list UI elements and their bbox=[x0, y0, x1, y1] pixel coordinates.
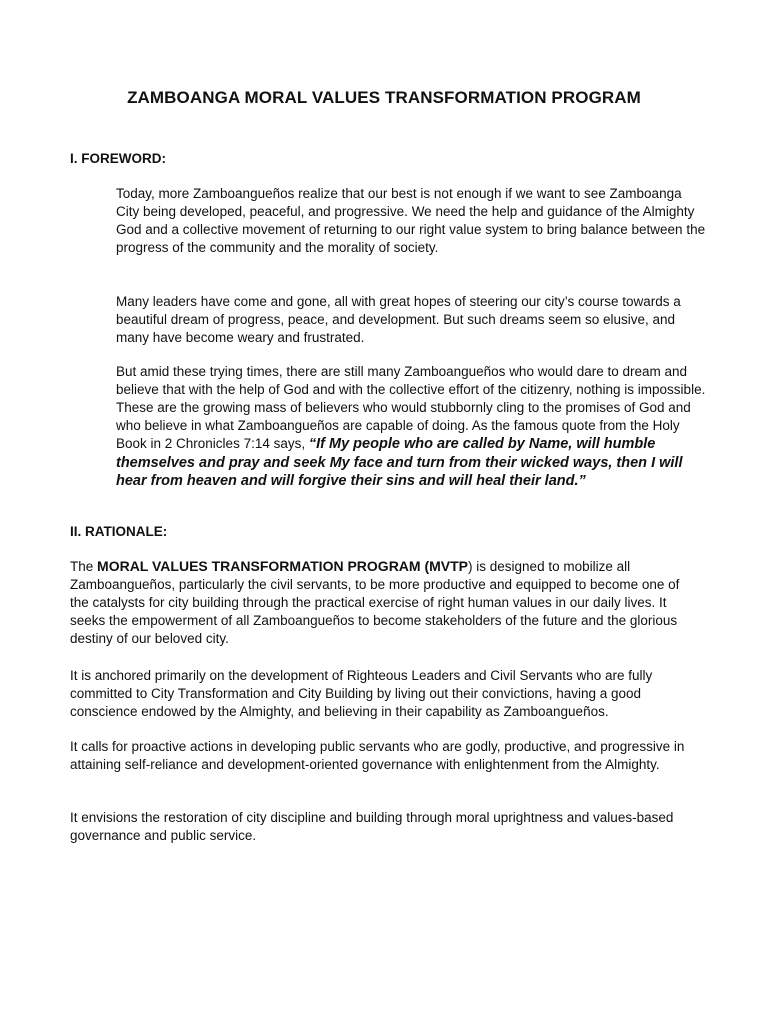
foreword-paragraph-3-text: But amid these trying times, there are still many Zamboangueños who would dare to dream and believe that with the help of God and with the collective effort of the citizenry, nothing is impossible. These are the growing mass of believers who would stubbornly cling to the promises of God and who believe in what Zamboangueños are capable of doing. As the famous quote from the Holy Book in 2 Chronicles 7:14 says, bbox=[116, 364, 706, 451]
document-title: ZAMBOANGA MORAL VALUES TRANSFORMATION PROGRAM bbox=[127, 88, 641, 107]
foreword-paragraph-2: Many leaders have come and gone, all with great hopes of steering our city’s course towards a beautiful dream of progress, peace, and development. But such dreams seem so elusive, and many have become weary and frustrated. bbox=[116, 294, 681, 345]
rationale-paragraph-1-text: ) is designed to mobilize all Zamboangueños, particularly the civil servants, to be more productive and equipped to become one of the catalysts for city building through the practical exercise of right human values in our daily lives. It seeks the empowerment of all Zamboangueños to become stakeholders of the future and the glorious destiny of our beloved city. bbox=[70, 559, 680, 646]
foreword-heading: I. FOREWORD: bbox=[70, 151, 166, 166]
rationale-paragraph-3: It calls for proactive actions in developing public servants who are godly, productive, and progressive in attaining self-reliance and development-oriented governance with enlightenment from the Almighty. bbox=[70, 739, 685, 772]
rationale-paragraph-1-lead: The bbox=[70, 559, 94, 574]
rationale-heading: II. RATIONALE: bbox=[70, 524, 168, 539]
rationale-paragraph-2: It is anchored primarily on the development of Righteous Leaders and Civil Servants who are fully committed to City Transformation and City Building by living out their convictions, having a good conscience endowed by the Almighty, and believing in their capability as Zamboangueños. bbox=[70, 668, 653, 719]
rationale-paragraph-1 bbox=[70, 558, 695, 648]
rationale-paragraph-4: It envisions the restoration of city discipline and building through moral uprightness and values-based governance and public service. bbox=[70, 810, 674, 843]
scripture-quote: “If My people who are called by Name, will humble themselves and pray and seek My face and turn from their wicked ways, then I will hear from heaven and will forgive their sins and will heal their land.” bbox=[116, 435, 683, 490]
program-name: MORAL VALUES TRANSFORMATION PROGRAM (MVTP bbox=[97, 558, 469, 574]
foreword-paragraph-3 bbox=[116, 363, 706, 491]
foreword-paragraph-1: Today, more Zamboangueños realize that our best is not enough if we want to see Zamboanga City being developed, peaceful, and progressive. We need the help and guidance of the Almighty God and a collective movement of returning to our right value system to bring balance between the progress of the community and the morality of society. bbox=[116, 186, 706, 255]
